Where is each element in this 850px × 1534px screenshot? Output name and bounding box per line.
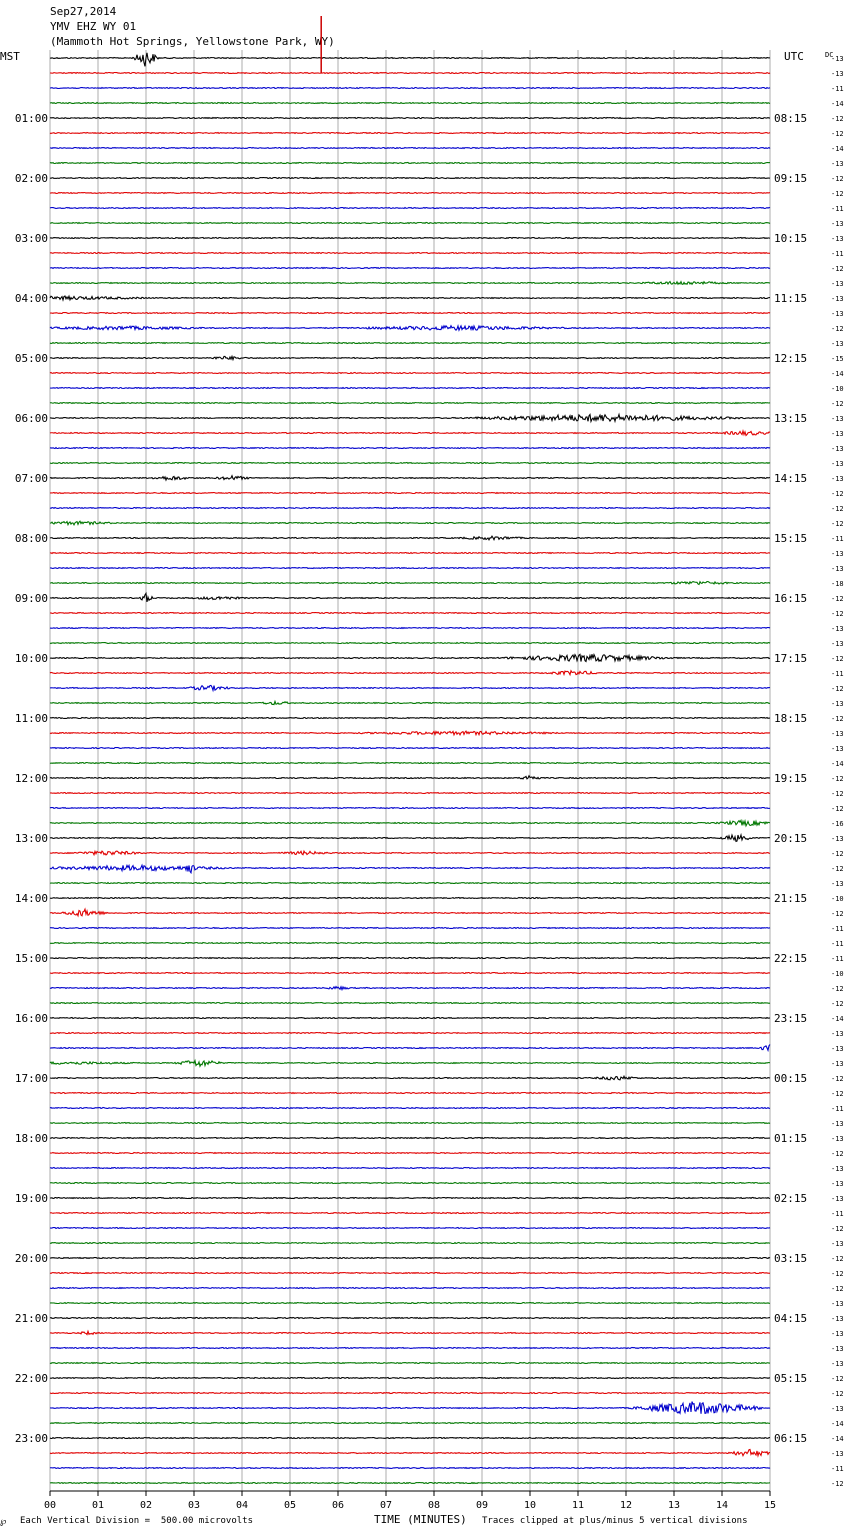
hour-label-left: 17:00 — [14, 1072, 48, 1085]
seismic-trace — [50, 73, 770, 74]
hour-label-left: 07:00 — [14, 472, 48, 485]
header-station: YMV EHZ WY 01 — [50, 20, 137, 33]
seismic-trace — [50, 1438, 770, 1439]
dc-offset-label: -12 — [831, 325, 844, 333]
hour-label-left: 18:00 — [14, 1132, 48, 1145]
seismic-trace — [50, 731, 770, 735]
hour-label-left: 22:00 — [14, 1372, 48, 1385]
x-tick-label: 06 — [331, 1500, 345, 1511]
seismic-trace — [50, 208, 770, 209]
seismic-trace — [50, 403, 770, 404]
seismic-trace — [50, 1003, 770, 1004]
seismic-trace — [50, 1076, 770, 1080]
dc-offset-label: -13 — [831, 1045, 844, 1053]
dc-offset-label: -13 — [831, 550, 844, 558]
dc-offset-label: -16 — [831, 820, 844, 828]
seismic-trace — [50, 313, 770, 314]
hour-label-right: 17:15 — [774, 652, 808, 665]
dc-offset-label: -13 — [831, 460, 844, 468]
dc-offset-label: -13 — [831, 1165, 844, 1173]
seismic-trace — [50, 1044, 770, 1050]
dc-offset-label: -12 — [831, 595, 844, 603]
dc-offset-label: -14 — [831, 370, 844, 378]
dc-offset-label: -14 — [831, 1435, 844, 1443]
seismic-trace — [50, 193, 770, 194]
dc-offset-label: -13 — [831, 445, 844, 453]
header-location: (Mammoth Hot Springs, Yellowstone Park, WY) — [50, 35, 335, 48]
dc-offset-label: -12 — [831, 1000, 844, 1008]
seismic-trace — [50, 865, 770, 873]
dc-offset-label: -15 — [831, 355, 844, 363]
dc-offset-label: -13 — [831, 1195, 844, 1203]
seismic-trace — [50, 326, 770, 331]
seismic-trace — [50, 593, 770, 602]
dc-offset-label: -11 — [831, 205, 844, 213]
time-labels — [15, 55, 844, 1511]
seismic-trace — [50, 793, 770, 794]
dc-offset-label: -13 — [831, 1345, 844, 1353]
hour-label-left: 16:00 — [14, 1012, 48, 1025]
seismic-trace — [50, 296, 770, 300]
hour-label-left: 15:00 — [14, 952, 48, 965]
header-date: Sep27,2014 — [50, 5, 117, 18]
dc-offset-label: -12 — [831, 1285, 844, 1293]
dc-offset-label: -12 — [831, 505, 844, 513]
seismic-trace — [50, 238, 770, 239]
seismic-trace — [50, 1138, 770, 1139]
dc-offset-label: -13 — [831, 160, 844, 168]
dc-offset-label: -11 — [831, 1105, 844, 1113]
hour-label-right: 10:15 — [774, 232, 808, 245]
seismic-trace — [50, 223, 770, 224]
seismic-trace — [50, 1449, 770, 1455]
hour-label-right: 12:15 — [774, 352, 808, 365]
seismic-trace — [50, 1228, 770, 1229]
dc-offset-label: -18 — [831, 580, 844, 588]
dc-offset-label: -13 — [831, 1315, 844, 1323]
seismic-trace — [50, 1153, 770, 1154]
seismic-trace — [50, 1273, 770, 1274]
seismic-trace — [50, 1018, 770, 1019]
x-tick-label: 11 — [571, 1500, 585, 1511]
dc-offset-label: -10 — [831, 895, 844, 903]
seismic-trace — [50, 268, 770, 269]
dc-offset-label: -13 — [831, 55, 844, 63]
x-axis-label: TIME (MINUTES) — [374, 1513, 467, 1526]
hour-label-left: 14:00 — [14, 892, 48, 905]
dc-offset-label: -11 — [831, 955, 844, 963]
dc-offset-label: -12 — [831, 775, 844, 783]
seismic-trace — [50, 133, 770, 134]
clip-note: Traces clipped at plus/minus 5 vertical divisions — [482, 1516, 748, 1526]
seismic-trace — [50, 1402, 770, 1414]
seismic-trace — [50, 1213, 770, 1214]
dc-offset-label: -13 — [831, 625, 844, 633]
seismic-trace — [50, 1123, 770, 1124]
dc-offset-label: -13 — [831, 640, 844, 648]
seismic-trace — [50, 448, 770, 449]
dc-offset-label: -13 — [831, 730, 844, 738]
dc-offset-label: -12 — [831, 985, 844, 993]
traces — [50, 16, 770, 1484]
seismic-trace — [50, 1033, 770, 1034]
x-tick-label: 03 — [187, 1500, 201, 1511]
seismic-trace — [50, 508, 770, 509]
dc-offset-label: -13 — [831, 235, 844, 243]
dc-offset-label: -11 — [831, 670, 844, 678]
dc-offset-label: -13 — [831, 340, 844, 348]
dc-offset-label: -12 — [831, 520, 844, 528]
dc-offset-label: -12 — [831, 115, 844, 123]
seismic-trace — [50, 388, 770, 389]
dc-offset-label: -12 — [831, 655, 844, 663]
dc-offset-label: -13 — [831, 280, 844, 288]
dc-offset-label: -12 — [831, 265, 844, 273]
scale-symbol: ℘ — [0, 1517, 7, 1527]
dc-offset-label: -11 — [831, 940, 844, 948]
hour-label-right: 01:15 — [774, 1132, 808, 1145]
dc-offset-label: -13 — [831, 475, 844, 483]
seismic-trace — [50, 1348, 770, 1349]
hour-label-right: 03:15 — [774, 1252, 808, 1265]
dc-offset-label: -12 — [831, 910, 844, 918]
seismic-trace — [50, 1061, 770, 1067]
seismic-trace — [50, 898, 770, 899]
seismic-trace — [50, 118, 770, 119]
seismic-trace — [50, 776, 770, 779]
seismic-trace — [50, 701, 770, 704]
x-tick-label: 13 — [667, 1500, 681, 1511]
dc-offset-label: -13 — [831, 1450, 844, 1458]
dc-offset-label: -12 — [831, 1270, 844, 1278]
seismic-trace — [50, 1168, 770, 1169]
seismic-trace — [50, 763, 770, 764]
seismic-trace — [50, 103, 770, 104]
hour-label-right: 02:15 — [774, 1192, 808, 1205]
dc-offset-label: -12 — [831, 490, 844, 498]
dc-offset-label: -13 — [831, 220, 844, 228]
dc-offset-label: -11 — [831, 535, 844, 543]
seismic-trace — [50, 1288, 770, 1289]
dc-offset-label: -13 — [831, 1135, 844, 1143]
dc-offset-label: -11 — [831, 1465, 844, 1473]
hour-label-right: 08:15 — [774, 112, 808, 125]
hour-label-left: 20:00 — [14, 1252, 48, 1265]
hour-label-left: 02:00 — [14, 172, 48, 185]
dc-offset-label: -13 — [831, 880, 844, 888]
hour-label-right: 15:15 — [774, 532, 808, 545]
seismic-trace — [50, 1198, 770, 1199]
seismic-trace — [50, 1378, 770, 1379]
seismic-trace — [50, 521, 770, 525]
hour-label-left: 21:00 — [14, 1312, 48, 1325]
seismic-trace — [50, 987, 770, 990]
seismic-trace — [50, 958, 770, 959]
dc-offset-label: -13 — [831, 1060, 844, 1068]
x-tick-label: 09 — [475, 1500, 489, 1511]
x-tick-label: 07 — [379, 1500, 393, 1511]
dc-offset-label: -13 — [831, 1180, 844, 1188]
hour-label-left: 09:00 — [14, 592, 48, 605]
seismic-trace — [50, 582, 770, 585]
dc-offset-label: -12 — [831, 1075, 844, 1083]
right-timezone-label: UTC — [784, 50, 804, 63]
seismic-trace — [50, 928, 770, 929]
dc-offset-label: -13 — [831, 295, 844, 303]
seismic-trace — [50, 493, 770, 494]
dc-offset-label: -13 — [831, 745, 844, 753]
x-tick-label: 05 — [283, 1500, 297, 1511]
seismic-trace — [50, 568, 770, 569]
dc-offset-label: -13 — [831, 835, 844, 843]
dc-offset-label: -12 — [831, 685, 844, 693]
seismic-trace — [50, 748, 770, 749]
dc-offset-label: -12 — [831, 1255, 844, 1263]
seismic-trace — [50, 851, 770, 855]
dc-column-label: DC — [825, 51, 834, 59]
hour-label-right: 18:15 — [774, 712, 808, 725]
dc-offset-label: -14 — [831, 1015, 844, 1023]
seismic-trace — [50, 654, 770, 661]
seismic-trace — [50, 1423, 770, 1424]
seismic-trace — [50, 431, 770, 435]
hour-label-left: 13:00 — [14, 832, 48, 845]
hour-label-right: 06:15 — [774, 1432, 808, 1445]
dc-offset-label: -13 — [831, 1120, 844, 1128]
seismic-trace — [50, 613, 770, 614]
seismic-trace — [50, 909, 770, 916]
seismic-trace — [50, 1393, 770, 1394]
seismic-trace — [50, 1483, 770, 1484]
seismic-trace — [50, 1331, 770, 1334]
seismic-trace — [50, 718, 770, 719]
hour-label-left: 04:00 — [14, 292, 48, 305]
dc-offset-label: -11 — [831, 925, 844, 933]
hour-label-right: 11:15 — [774, 292, 808, 305]
hour-label-right: 05:15 — [774, 1372, 808, 1385]
seismic-trace — [50, 1468, 770, 1469]
dc-offset-label: -14 — [831, 1420, 844, 1428]
seismic-trace — [50, 53, 770, 66]
dc-offset-label: -10 — [831, 385, 844, 393]
hour-label-left: 03:00 — [14, 232, 48, 245]
dc-offset-label: -12 — [831, 1150, 844, 1158]
dc-offset-label: -13 — [831, 1300, 844, 1308]
x-tick-label: 10 — [523, 1500, 537, 1511]
hour-label-left: 23:00 — [14, 1432, 48, 1445]
seismic-trace — [50, 553, 770, 554]
hour-label-left: 11:00 — [14, 712, 48, 725]
dc-offset-label: -13 — [831, 310, 844, 318]
dc-offset-label: -13 — [831, 415, 844, 423]
dc-offset-label: -12 — [831, 1390, 844, 1398]
seismic-trace — [50, 536, 770, 540]
seismic-trace — [50, 1318, 770, 1319]
dc-offset-label: -13 — [831, 70, 844, 78]
seismic-trace — [50, 1243, 770, 1244]
hour-label-right: 00:15 — [774, 1072, 808, 1085]
dc-offset-label: -13 — [831, 1240, 844, 1248]
dc-offset-label: -12 — [831, 865, 844, 873]
seismic-trace — [50, 373, 770, 374]
seismic-trace — [50, 808, 770, 809]
seismic-trace — [50, 148, 770, 149]
hour-label-right: 19:15 — [774, 772, 808, 785]
dc-offset-label: -11 — [831, 1210, 844, 1218]
x-tick-label: 15 — [763, 1500, 777, 1511]
seismic-trace — [50, 476, 770, 480]
dc-offset-label: -12 — [831, 190, 844, 198]
dc-offset-label: -12 — [831, 1480, 844, 1488]
dc-offset-label: -12 — [831, 1225, 844, 1233]
x-tick-label: 02 — [139, 1500, 153, 1511]
seismic-trace — [50, 343, 770, 344]
dc-offset-label: -12 — [831, 610, 844, 618]
x-tick-label: 04 — [235, 1500, 249, 1511]
seismic-trace — [50, 973, 770, 974]
dc-offset-label: -12 — [831, 1375, 844, 1383]
dc-offset-label: -12 — [831, 130, 844, 138]
dc-offset-label: -12 — [831, 715, 844, 723]
seismic-trace — [50, 356, 770, 359]
dc-offset-label: -11 — [831, 85, 844, 93]
seismic-trace — [50, 1183, 770, 1184]
hour-label-right: 23:15 — [774, 1012, 808, 1025]
x-tick-label: 00 — [43, 1500, 57, 1511]
seismic-trace — [50, 685, 770, 690]
seismic-trace — [50, 835, 770, 841]
seismic-trace — [50, 163, 770, 164]
x-tick-label: 08 — [427, 1500, 441, 1511]
seismic-trace — [50, 1093, 770, 1094]
hour-label-right: 16:15 — [774, 592, 808, 605]
hour-label-left: 08:00 — [14, 532, 48, 545]
dc-offset-label: -12 — [831, 1090, 844, 1098]
hour-label-right: 14:15 — [774, 472, 808, 485]
hour-label-left: 06:00 — [14, 412, 48, 425]
dc-offset-label: -11 — [831, 250, 844, 258]
hour-label-left: 05:00 — [14, 352, 48, 365]
seismic-trace — [50, 1258, 770, 1259]
seismic-trace — [50, 1108, 770, 1109]
seismic-trace — [50, 178, 770, 179]
seismic-trace — [50, 628, 770, 629]
dc-offset-label: -13 — [831, 700, 844, 708]
seismic-trace — [50, 253, 770, 254]
dc-offset-label: -12 — [831, 175, 844, 183]
dc-offset-label: -12 — [831, 790, 844, 798]
dc-offset-label: -12 — [831, 850, 844, 858]
dc-offset-label: -10 — [831, 970, 844, 978]
minute-grid — [50, 50, 770, 1496]
dc-offset-label: -12 — [831, 400, 844, 408]
dc-offset-label: -13 — [831, 1360, 844, 1368]
dc-offset-label: -12 — [831, 805, 844, 813]
left-timezone-label: MST — [0, 50, 20, 63]
seismic-trace — [50, 414, 770, 421]
dc-offset-label: -13 — [831, 1405, 844, 1413]
x-tick-label: 14 — [715, 1500, 729, 1511]
hour-label-right: 20:15 — [774, 832, 808, 845]
seismic-trace — [50, 463, 770, 464]
seismic-trace — [50, 671, 770, 675]
seismic-trace — [50, 1363, 770, 1364]
seismic-trace — [50, 643, 770, 644]
hour-label-left: 10:00 — [14, 652, 48, 665]
hour-label-right: 13:15 — [774, 412, 808, 425]
hour-label-right: 04:15 — [774, 1312, 808, 1325]
hour-label-left: 19:00 — [14, 1192, 48, 1205]
seismic-trace — [50, 943, 770, 944]
scale-note: Each Vertical Division = 500.00 microvolts — [20, 1516, 253, 1526]
dc-offset-label: -13 — [831, 1030, 844, 1038]
dc-offset-label: -13 — [831, 565, 844, 573]
seismic-trace — [50, 820, 770, 825]
x-tick-label: 12 — [619, 1500, 633, 1511]
dc-offset-label: -13 — [831, 1330, 844, 1338]
seismic-trace — [50, 883, 770, 884]
dc-offset-label: -14 — [831, 100, 844, 108]
hour-label-right: 09:15 — [774, 172, 808, 185]
hour-label-left: 12:00 — [14, 772, 48, 785]
dc-offset-label: -13 — [831, 430, 844, 438]
dc-offset-label: -14 — [831, 145, 844, 153]
seismic-trace — [50, 88, 770, 89]
hour-label-right: 22:15 — [774, 952, 808, 965]
dc-offset-label: -14 — [831, 760, 844, 768]
hour-label-left: 01:00 — [14, 112, 48, 125]
hour-label-right: 21:15 — [774, 892, 808, 905]
seismic-trace — [50, 282, 770, 285]
seismic-trace — [50, 1303, 770, 1304]
x-tick-label: 01 — [91, 1500, 105, 1511]
